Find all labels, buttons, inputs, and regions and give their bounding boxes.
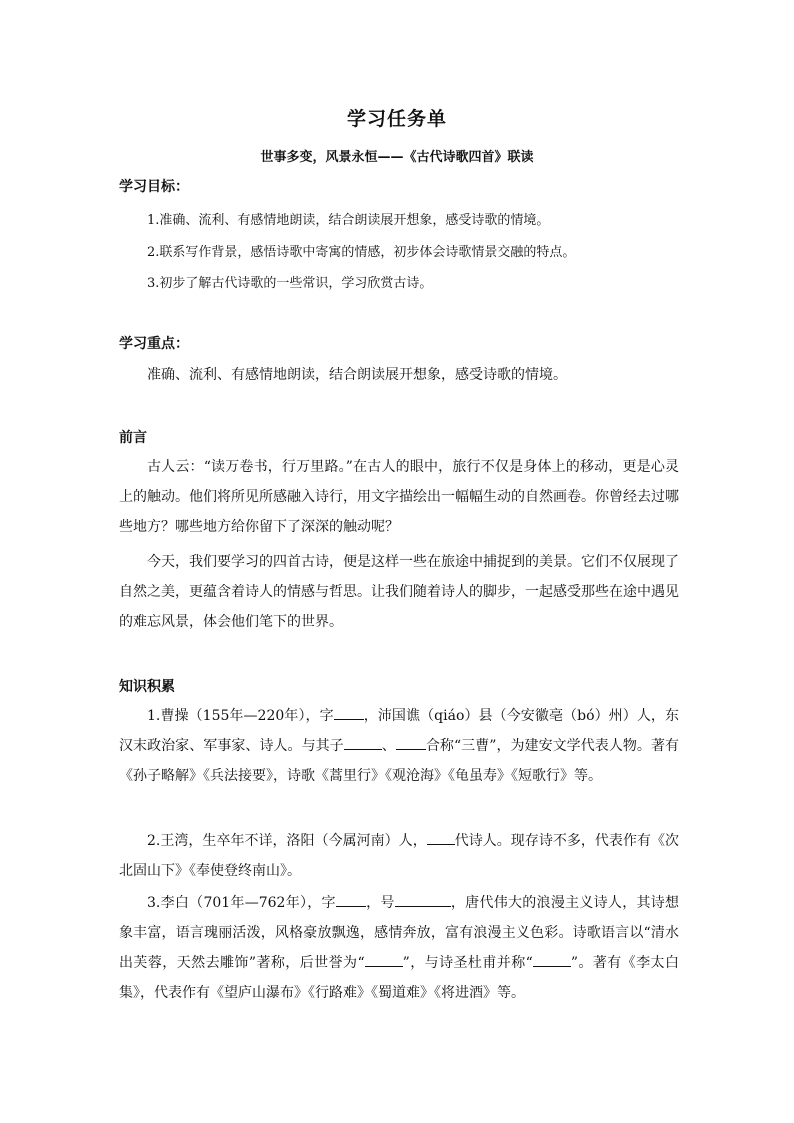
fill-blank[interactable] bbox=[344, 735, 382, 750]
item-text: ”。著有《李太白集》，代表作有《望庐山瀑布》《行路难》《蜀道难》《将进酒》等。 bbox=[119, 955, 679, 1001]
objective-item: 1.准确、流利、有感情地朗读，结合朗读展开想象，感受诗歌的情境。 bbox=[147, 213, 550, 228]
objective-item: 2.联系写作背景，感悟诗歌中寄寓的情感，初步体会诗歌情景交融的特点。 bbox=[147, 245, 576, 260]
fill-blank[interactable] bbox=[395, 892, 451, 907]
knowledge-item-cao-cao bbox=[119, 701, 679, 791]
item-text: ，号 bbox=[365, 895, 395, 911]
fill-blank[interactable] bbox=[427, 830, 455, 845]
page-title: 学习任务单 bbox=[346, 108, 447, 130]
item-text: ”，与诗圣杜甫并称“ bbox=[402, 955, 533, 971]
objectives-heading: 学习目标： bbox=[119, 179, 189, 195]
fill-blank[interactable] bbox=[336, 892, 366, 907]
knowledge-item-wang-wan bbox=[119, 826, 679, 886]
preface-heading: 前言 bbox=[119, 430, 147, 446]
preface-paragraph-1: 古人云：“读万卷书，行万里路。”在古人的眼中，旅行不仅是身体上的移动，更是心灵上的触动。他们将所见所感融入诗行，用文字描绘出一幅幅生动的自然画卷。你曾经去过哪些地方？哪些地方给你留下了深深的触动呢？ bbox=[119, 459, 679, 535]
item-text: 3.李白（701年—762年），字 bbox=[147, 895, 336, 911]
focus-text: 准确、流利、有感情地朗读，结合朗读展开想象，感受诗歌的情境。 bbox=[147, 367, 567, 383]
fill-blank[interactable] bbox=[365, 952, 403, 967]
fill-blank[interactable] bbox=[334, 705, 364, 720]
focus-heading: 学习重点： bbox=[119, 336, 189, 352]
item-text: ，唐代伟大的浪漫主义诗人，其诗想象丰富，语言瑰丽活泼，风格豪放飘逸，感情奔放，富有浪漫主义色彩。诗歌语言以“清水出芙蓉，天然去雕饰”著称，后世誉为“ bbox=[119, 895, 680, 971]
knowledge-heading: 知识积累 bbox=[119, 679, 175, 695]
fill-blank[interactable] bbox=[396, 735, 426, 750]
objective-item: 3.初步了解古代诗歌的一些常识，学习欣赏古诗。 bbox=[147, 276, 433, 291]
fill-blank[interactable] bbox=[533, 952, 571, 967]
item-text: 2.王湾，生卒年不详，洛阳（今属河南）人， bbox=[147, 833, 427, 849]
item-text: ，沛国谯（qiáo）县（今安徽亳（bó）州）人，东汉末政治家、军事家、诗人。与其子 bbox=[119, 708, 679, 754]
preface-paragraph-2: 今天，我们要学习的四首古诗，便是这样一些在旅途中捕捉到的美景。它们不仅展现了自然之美，更蕴含着诗人的情感与哲思。让我们随着诗人的脚步，一起感受那些在途中遇见的难忘风景，体会他们笔下的世界。 bbox=[119, 554, 679, 630]
item-text: 1.曹操（155年—220年），字 bbox=[147, 708, 334, 724]
item-text: 代诗人。现存诗不多，代表作有《次北固山下》《奉使登终南山》。 bbox=[119, 833, 680, 879]
item-text: 合称“三曹”，为建安文学代表人物。著有《孙子略解》《兵法接要》，诗歌《蒿里行》《观沧海》《龟虽寿》《短歌行》等。 bbox=[119, 738, 680, 784]
knowledge-item-li-bai bbox=[119, 888, 679, 1008]
page-subtitle: 世事多变，风景永恒——《古代诗歌四首》联读 bbox=[260, 150, 534, 165]
item-text: 、 bbox=[381, 738, 396, 754]
